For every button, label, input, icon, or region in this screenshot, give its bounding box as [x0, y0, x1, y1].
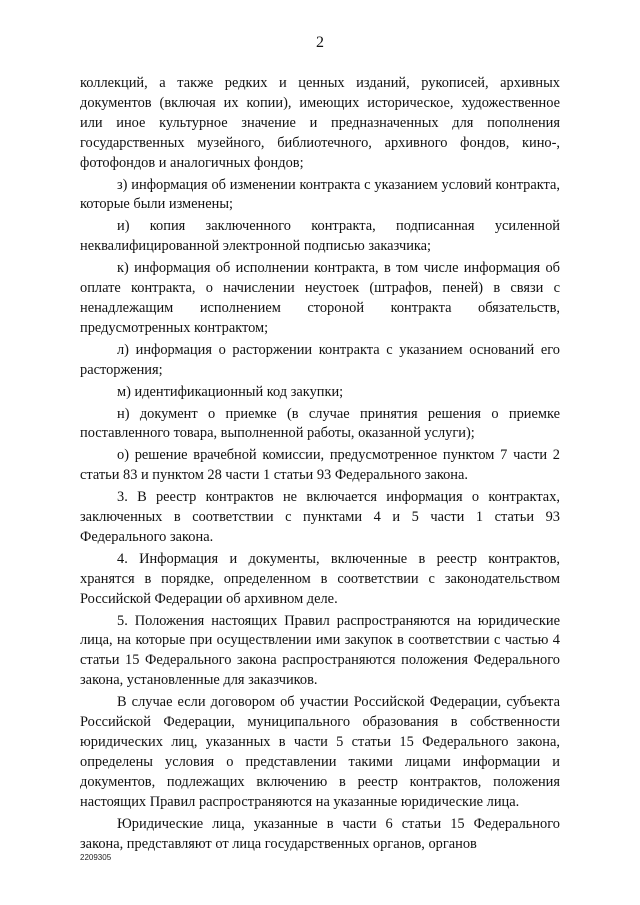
document-body [80, 74, 560, 854]
paragraph-section-5-legal-entities: Юридические лица, указанные в части 6 статьи 15 Федерального закона, представляют от лица государственных органов, органов [80, 815, 560, 852]
document-code: 2209305 [80, 853, 112, 862]
paragraph-item-i: и) копия заключенного контракта, подписанная усиленной неквалифицированной электронной подписью заказчика; [80, 218, 560, 255]
paragraph-item-m: м) идентификационный код закупки; [117, 383, 344, 400]
paragraph-item-n: н) документ о приемке (в случае принятия решения о приемке поставленного товара, выполненной работы, оказанной услуги); [80, 405, 560, 442]
paragraph-section-4: 4. Информация и документы, включенные в реестр контрактов, хранятся в порядке, определенном в соответствии с законодательством Российской Федерации об архивном деле. [80, 550, 560, 607]
paragraph-item-z: з) информация об изменении контракта с указанием условий контракта, которые были изменены; [80, 176, 560, 213]
page-number: 2 [316, 34, 324, 51]
paragraph-item-l: л) информация о расторжении контракта с указанием оснований его расторжения; [80, 341, 560, 378]
paragraph-collections-continuation: коллекций, а также редких и ценных изданий, рукописей, архивных документов (включая их копии), имеющих историческое, художественное или иное культурное значение и предназначенных для пополнения государственных музейного, библиотечного, архивного фондов, кино-, фотофондов и аналогичных фондов; [80, 75, 560, 171]
paragraph-item-k: к) информация об исполнении контракта, в том числе информация об оплате контракта, о начислении неустоек (штрафов, пеней) в связи с ненадлежащим исполнением стороной контракта обязательств, предусмотренных контрактом; [80, 260, 560, 336]
paragraph-section-5: 5. Положения настоящих Правил распространяются на юридические лица, на которые при осуществлении ими закупок в соответствии с частью 4 статьи 15 Федерального закона распространяются положения Федерального закона, установленные для заказчиков. [80, 612, 560, 689]
paragraph-item-o: о) решение врачебной комиссии, предусмотренное пунктом 7 части 2 статьи 83 и пунктом 28 части 1 статьи 93 Федерального закона. [80, 447, 560, 484]
paragraph-section-3: 3. В реестр контрактов не включается информация о контрактах, заключенных в соответствии с пунктами 4 и 5 части 1 статьи 93 Федерального закона. [80, 489, 560, 545]
paragraph-section-5-case: В случае если договором об участии Российской Федерации, субъекта Российской Федерации, муниципального образования в собственности юридических лиц, указанных в части 5 статьи 15 Федерального закона, определены условия о представлении такими лицами информации и документов, подлежащих включению в реестр контрактов, положения настоящих Правил распространяются на указанные юридические лица. [80, 694, 560, 810]
